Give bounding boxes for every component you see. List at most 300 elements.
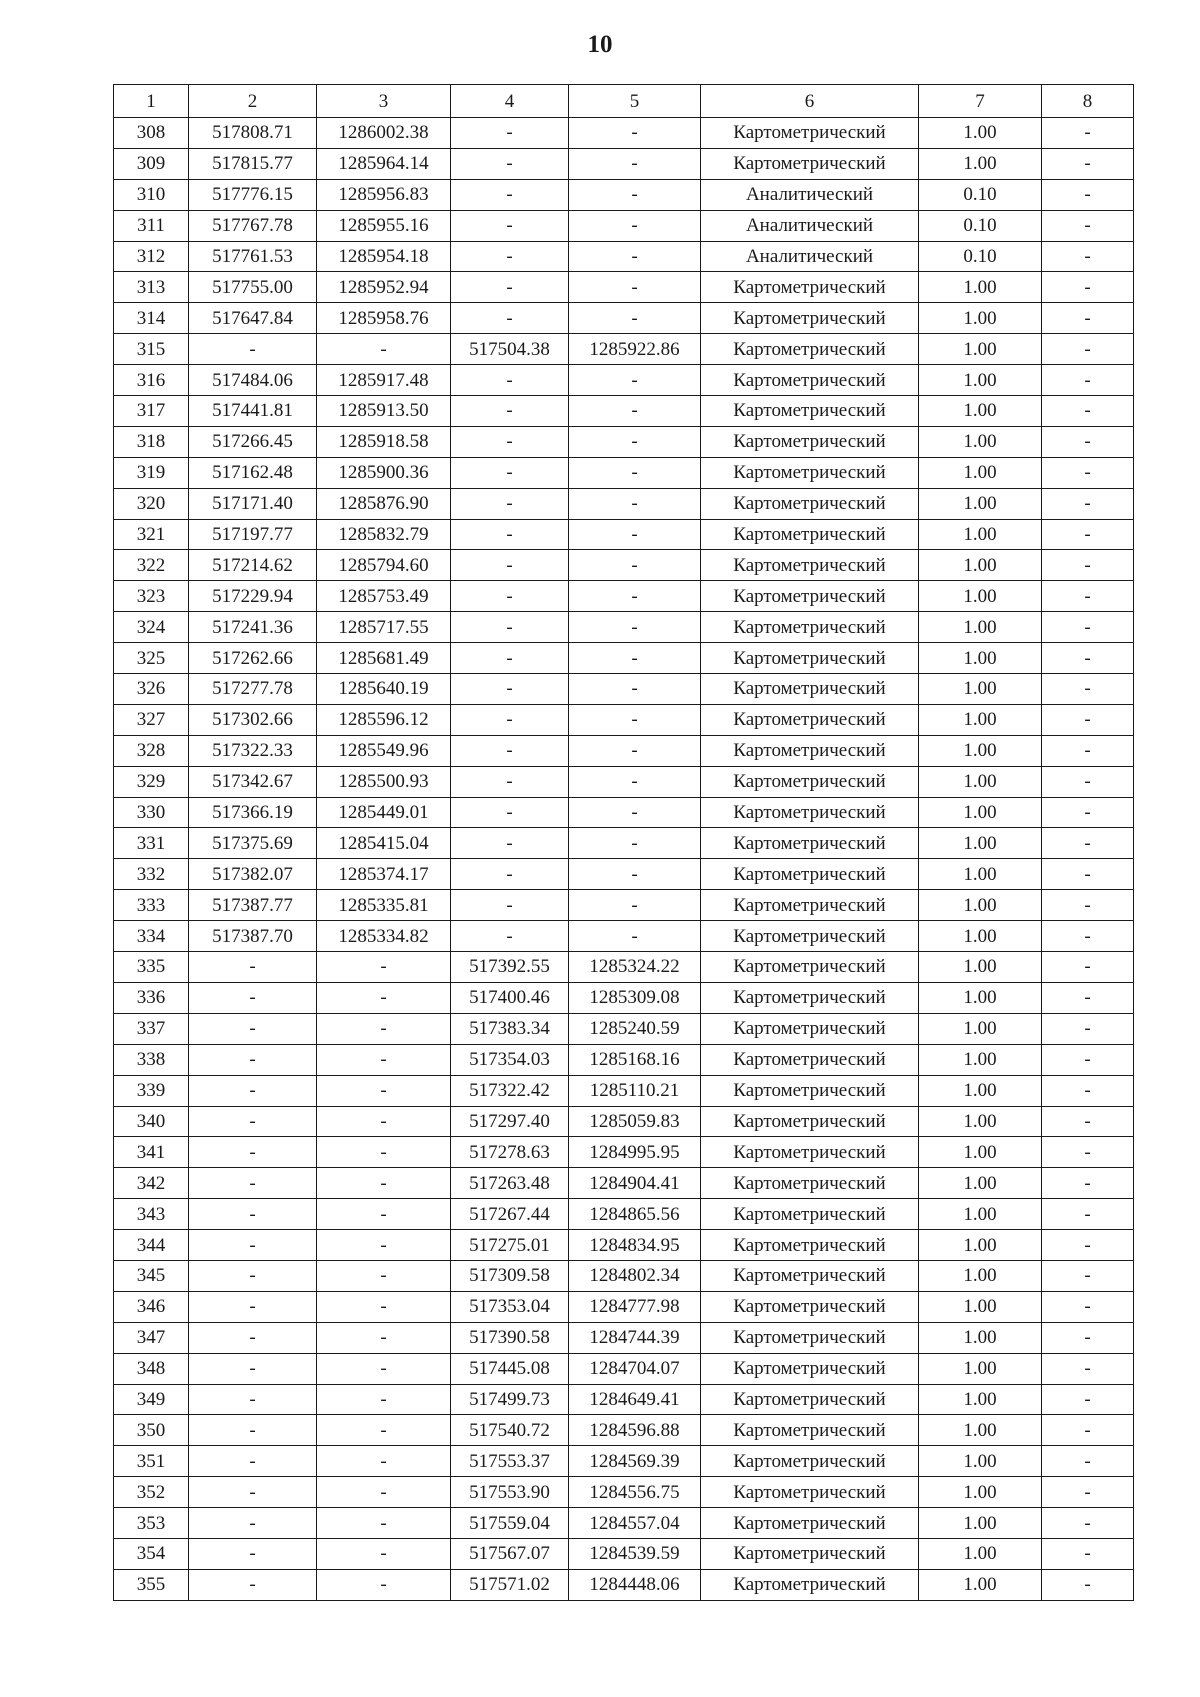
method-cell: Картометрический [701,982,919,1013]
accuracy-cell: 1.00 [919,952,1042,983]
accuracy-cell: 1.00 [919,797,1042,828]
point-number-cell: 353 [114,1508,189,1539]
table-body [114,118,1134,1601]
x-coordinate-new-cell: - [451,241,569,272]
description-cell: - [1042,1384,1134,1415]
x-coordinate-new-cell: 517400.46 [451,982,569,1013]
table-row [114,179,1134,210]
table-row [114,797,1134,828]
y-coordinate-cell: - [317,1446,451,1477]
description-cell: - [1042,550,1134,581]
description-cell: - [1042,766,1134,797]
accuracy-cell: 1.00 [919,1446,1042,1477]
accuracy-cell: 1.00 [919,1230,1042,1261]
y-coordinate-new-cell: - [569,241,701,272]
x-coordinate-cell: - [189,1230,317,1261]
accuracy-cell: 1.00 [919,1569,1042,1600]
y-coordinate-cell: 1285449.01 [317,797,451,828]
method-cell: Картометрический [701,426,919,457]
x-coordinate-new-cell: 517571.02 [451,1569,569,1600]
table-row [114,1415,1134,1446]
y-coordinate-cell: - [317,334,451,365]
table-row [114,519,1134,550]
table-row [114,828,1134,859]
description-cell: - [1042,179,1134,210]
point-number-cell: 349 [114,1384,189,1415]
x-coordinate-new-cell: - [451,643,569,674]
column-header: 6 [701,85,919,118]
y-coordinate-cell: 1286002.38 [317,118,451,149]
point-number-cell: 329 [114,766,189,797]
x-coordinate-cell: - [189,952,317,983]
description-cell: - [1042,612,1134,643]
point-number-cell: 350 [114,1415,189,1446]
x-coordinate-cell: - [189,1446,317,1477]
x-coordinate-new-cell: - [451,272,569,303]
description-cell: - [1042,921,1134,952]
y-coordinate-cell: - [317,1415,451,1446]
table-row [114,303,1134,334]
column-header: 7 [919,85,1042,118]
description-cell: - [1042,643,1134,674]
accuracy-cell: 1.00 [919,982,1042,1013]
accuracy-cell: 1.00 [919,1106,1042,1137]
y-coordinate-new-cell: 1284596.88 [569,1415,701,1446]
description-cell: - [1042,859,1134,890]
x-coordinate-new-cell: 517354.03 [451,1044,569,1075]
x-coordinate-new-cell: - [451,519,569,550]
x-coordinate-new-cell: - [451,704,569,735]
description-cell: - [1042,1508,1134,1539]
y-coordinate-new-cell: - [569,828,701,859]
description-cell: - [1042,982,1134,1013]
point-number-cell: 315 [114,334,189,365]
method-cell: Картометрический [701,1013,919,1044]
y-coordinate-cell: - [317,1508,451,1539]
description-cell: - [1042,1477,1134,1508]
table-row [114,982,1134,1013]
x-coordinate-cell: - [189,1508,317,1539]
x-coordinate-new-cell: 517322.42 [451,1075,569,1106]
description-cell: - [1042,1075,1134,1106]
x-coordinate-cell: - [189,1538,317,1569]
description-cell: - [1042,1446,1134,1477]
method-cell: Картометрический [701,1353,919,1384]
table-row [114,704,1134,735]
point-number-cell: 336 [114,982,189,1013]
point-number-cell: 320 [114,488,189,519]
accuracy-cell: 1.00 [919,457,1042,488]
column-header: 5 [569,85,701,118]
x-coordinate-new-cell: - [451,890,569,921]
point-number-cell: 323 [114,581,189,612]
y-coordinate-new-cell: 1284802.34 [569,1260,701,1291]
table-row [114,1538,1134,1569]
accuracy-cell: 1.00 [919,272,1042,303]
method-cell: Картометрический [701,859,919,890]
x-coordinate-cell: 517322.33 [189,735,317,766]
y-coordinate-new-cell: 1284995.95 [569,1137,701,1168]
method-cell: Картометрический [701,365,919,396]
method-cell: Картометрический [701,118,919,149]
y-coordinate-new-cell: - [569,272,701,303]
y-coordinate-cell: - [317,1538,451,1569]
method-cell: Картометрический [701,1260,919,1291]
accuracy-cell: 0.10 [919,241,1042,272]
y-coordinate-new-cell: - [569,735,701,766]
table-row [114,365,1134,396]
y-coordinate-new-cell: - [569,704,701,735]
accuracy-cell: 1.00 [919,704,1042,735]
page-number: 10 [587,31,613,58]
y-coordinate-new-cell: - [569,797,701,828]
method-cell: Аналитический [701,210,919,241]
description-cell: - [1042,272,1134,303]
description-cell: - [1042,674,1134,705]
method-cell: Картометрический [701,1538,919,1569]
table-row [114,1230,1134,1261]
y-coordinate-cell: 1285954.18 [317,241,451,272]
y-coordinate-cell: - [317,982,451,1013]
point-number-cell: 316 [114,365,189,396]
y-coordinate-new-cell: - [569,457,701,488]
y-coordinate-new-cell: - [569,210,701,241]
table-row [114,1291,1134,1322]
x-coordinate-cell: - [189,1291,317,1322]
x-coordinate-cell: - [189,1415,317,1446]
y-coordinate-cell: 1285832.79 [317,519,451,550]
description-cell: - [1042,210,1134,241]
description-cell: - [1042,303,1134,334]
point-number-cell: 346 [114,1291,189,1322]
table-row [114,148,1134,179]
description-cell: - [1042,365,1134,396]
method-cell: Картометрический [701,148,919,179]
x-coordinate-cell: - [189,1137,317,1168]
method-cell: Картометрический [701,643,919,674]
x-coordinate-new-cell: - [451,550,569,581]
point-number-cell: 325 [114,643,189,674]
table-row [114,1044,1134,1075]
y-coordinate-cell: 1285917.48 [317,365,451,396]
table-row [114,241,1134,272]
method-cell: Картометрический [701,1137,919,1168]
description-cell: - [1042,488,1134,519]
table-row [114,952,1134,983]
description-cell: - [1042,581,1134,612]
description-cell: - [1042,1415,1134,1446]
x-coordinate-new-cell: - [451,148,569,179]
y-coordinate-new-cell: - [569,396,701,427]
y-coordinate-cell: 1285964.14 [317,148,451,179]
point-number-cell: 324 [114,612,189,643]
accuracy-cell: 1.00 [919,396,1042,427]
table-row [114,1477,1134,1508]
column-header: 4 [451,85,569,118]
accuracy-cell: 1.00 [919,426,1042,457]
table-row [114,426,1134,457]
description-cell: - [1042,1230,1134,1261]
point-number-cell: 332 [114,859,189,890]
accuracy-cell: 1.00 [919,890,1042,921]
x-coordinate-new-cell: 517383.34 [451,1013,569,1044]
y-coordinate-new-cell: 1284539.59 [569,1538,701,1569]
method-cell: Картометрический [701,1199,919,1230]
method-cell: Картометрический [701,519,919,550]
table-row [114,612,1134,643]
y-coordinate-cell: - [317,1569,451,1600]
y-coordinate-new-cell: - [569,148,701,179]
x-coordinate-cell: 517277.78 [189,674,317,705]
x-coordinate-new-cell: - [451,921,569,952]
column-header: 8 [1042,85,1134,118]
y-coordinate-cell: 1285952.94 [317,272,451,303]
y-coordinate-cell: 1285681.49 [317,643,451,674]
y-coordinate-cell: - [317,1044,451,1075]
accuracy-cell: 1.00 [919,1168,1042,1199]
x-coordinate-cell: 517441.81 [189,396,317,427]
point-number-cell: 321 [114,519,189,550]
accuracy-cell: 1.00 [919,1353,1042,1384]
description-cell: - [1042,1538,1134,1569]
description-cell: - [1042,1106,1134,1137]
method-cell: Картометрический [701,828,919,859]
accuracy-cell: 1.00 [919,1477,1042,1508]
x-coordinate-new-cell: - [451,735,569,766]
x-coordinate-new-cell: 517504.38 [451,334,569,365]
y-coordinate-new-cell: 1284777.98 [569,1291,701,1322]
y-coordinate-new-cell: 1284557.04 [569,1508,701,1539]
x-coordinate-cell: 517776.15 [189,179,317,210]
method-cell: Картометрический [701,1384,919,1415]
y-coordinate-cell: - [317,1353,451,1384]
table-row [114,550,1134,581]
method-cell: Картометрический [701,1322,919,1353]
x-coordinate-cell: 517266.45 [189,426,317,457]
accuracy-cell: 1.00 [919,1415,1042,1446]
x-coordinate-cell: - [189,1260,317,1291]
y-coordinate-new-cell: - [569,118,701,149]
table-row [114,1199,1134,1230]
y-coordinate-new-cell: 1285324.22 [569,952,701,983]
y-coordinate-new-cell: - [569,519,701,550]
y-coordinate-cell: 1285374.17 [317,859,451,890]
y-coordinate-cell: - [317,1106,451,1137]
point-number-cell: 314 [114,303,189,334]
description-cell: - [1042,797,1134,828]
point-number-cell: 309 [114,148,189,179]
method-cell: Картометрический [701,303,919,334]
point-number-cell: 345 [114,1260,189,1291]
method-cell: Картометрический [701,797,919,828]
point-number-cell: 347 [114,1322,189,1353]
table-row [114,1168,1134,1199]
method-cell: Картометрический [701,1168,919,1199]
method-cell: Картометрический [701,674,919,705]
method-cell: Картометрический [701,1075,919,1106]
x-coordinate-new-cell: 517353.04 [451,1291,569,1322]
y-coordinate-new-cell: 1285309.08 [569,982,701,1013]
point-number-cell: 342 [114,1168,189,1199]
method-cell: Картометрический [701,1569,919,1600]
x-coordinate-cell: 517229.94 [189,581,317,612]
x-coordinate-new-cell: 517297.40 [451,1106,569,1137]
table-row [114,766,1134,797]
table-row [114,1106,1134,1137]
y-coordinate-new-cell: 1285059.83 [569,1106,701,1137]
accuracy-cell: 1.00 [919,334,1042,365]
point-number-cell: 340 [114,1106,189,1137]
y-coordinate-new-cell: 1285110.21 [569,1075,701,1106]
coordinates-table [113,84,1134,1601]
x-coordinate-cell: 517755.00 [189,272,317,303]
method-cell: Картометрический [701,735,919,766]
accuracy-cell: 1.00 [919,148,1042,179]
description-cell: - [1042,426,1134,457]
description-cell: - [1042,1569,1134,1600]
point-number-cell: 339 [114,1075,189,1106]
x-coordinate-cell: - [189,1477,317,1508]
table-row [114,859,1134,890]
x-coordinate-new-cell: 517559.04 [451,1508,569,1539]
method-cell: Картометрический [701,921,919,952]
y-coordinate-cell: - [317,1199,451,1230]
description-cell: - [1042,1168,1134,1199]
x-coordinate-new-cell: - [451,797,569,828]
y-coordinate-cell: 1285549.96 [317,735,451,766]
point-number-cell: 328 [114,735,189,766]
y-coordinate-new-cell: - [569,426,701,457]
point-number-cell: 312 [114,241,189,272]
table-row [114,1384,1134,1415]
x-coordinate-cell: 517815.77 [189,148,317,179]
point-number-cell: 331 [114,828,189,859]
x-coordinate-cell: - [189,1322,317,1353]
table-row [114,581,1134,612]
x-coordinate-new-cell: 517499.73 [451,1384,569,1415]
accuracy-cell: 1.00 [919,581,1042,612]
y-coordinate-cell: - [317,952,451,983]
table-row [114,643,1134,674]
method-cell: Картометрический [701,396,919,427]
x-coordinate-new-cell: - [451,210,569,241]
y-coordinate-cell: 1285335.81 [317,890,451,921]
y-coordinate-cell: - [317,1137,451,1168]
y-coordinate-new-cell: 1284649.41 [569,1384,701,1415]
y-coordinate-cell: 1285415.04 [317,828,451,859]
method-cell: Картометрический [701,1106,919,1137]
x-coordinate-cell: - [189,982,317,1013]
accuracy-cell: 1.00 [919,766,1042,797]
table-row [114,921,1134,952]
x-coordinate-new-cell: - [451,396,569,427]
point-number-cell: 352 [114,1477,189,1508]
accuracy-cell: 1.00 [919,612,1042,643]
x-coordinate-new-cell: - [451,859,569,890]
y-coordinate-new-cell: - [569,550,701,581]
method-cell: Картометрический [701,1446,919,1477]
x-coordinate-new-cell: - [451,118,569,149]
table-row [114,457,1134,488]
y-coordinate-cell: - [317,1322,451,1353]
table-row [114,118,1134,149]
x-coordinate-new-cell: - [451,612,569,643]
accuracy-cell: 1.00 [919,1137,1042,1168]
method-cell: Картометрический [701,1415,919,1446]
x-coordinate-cell: 517767.78 [189,210,317,241]
point-number-cell: 344 [114,1230,189,1261]
column-header: 3 [317,85,451,118]
table-row [114,1075,1134,1106]
y-coordinate-new-cell: 1284569.39 [569,1446,701,1477]
x-coordinate-new-cell: 517267.44 [451,1199,569,1230]
description-cell: - [1042,334,1134,365]
description-cell: - [1042,1044,1134,1075]
accuracy-cell: 1.00 [919,921,1042,952]
y-coordinate-new-cell: - [569,179,701,210]
x-coordinate-cell: - [189,1569,317,1600]
table-row [114,1013,1134,1044]
x-coordinate-cell: - [189,1353,317,1384]
table-row [114,1569,1134,1600]
point-number-cell: 308 [114,118,189,149]
x-coordinate-new-cell: - [451,674,569,705]
point-number-cell: 330 [114,797,189,828]
y-coordinate-new-cell: - [569,766,701,797]
point-number-cell: 318 [114,426,189,457]
description-cell: - [1042,890,1134,921]
accuracy-cell: 1.00 [919,1538,1042,1569]
x-coordinate-new-cell: 517263.48 [451,1168,569,1199]
accuracy-cell: 1.00 [919,1199,1042,1230]
y-coordinate-cell: - [317,1013,451,1044]
method-cell: Картометрический [701,581,919,612]
x-coordinate-new-cell: 517392.55 [451,952,569,983]
accuracy-cell: 1.00 [919,1384,1042,1415]
y-coordinate-new-cell: - [569,921,701,952]
x-coordinate-cell: 517171.40 [189,488,317,519]
table-row [114,735,1134,766]
point-number-cell: 322 [114,550,189,581]
x-coordinate-cell: - [189,1075,317,1106]
description-cell: - [1042,148,1134,179]
description-cell: - [1042,952,1134,983]
table-row [114,1137,1134,1168]
method-cell: Картометрический [701,890,919,921]
accuracy-cell: 1.00 [919,828,1042,859]
table-row [114,1353,1134,1384]
point-number-cell: 355 [114,1569,189,1600]
x-coordinate-new-cell: 517309.58 [451,1260,569,1291]
x-coordinate-new-cell: 517278.63 [451,1137,569,1168]
x-coordinate-new-cell: - [451,766,569,797]
description-cell: - [1042,519,1134,550]
x-coordinate-new-cell: - [451,488,569,519]
y-coordinate-new-cell: 1285240.59 [569,1013,701,1044]
header-row [114,85,1134,118]
y-coordinate-cell: 1285913.50 [317,396,451,427]
y-coordinate-new-cell: 1284744.39 [569,1322,701,1353]
description-cell: - [1042,1137,1134,1168]
x-coordinate-cell: 517214.62 [189,550,317,581]
y-coordinate-cell: 1285753.49 [317,581,451,612]
accuracy-cell: 0.10 [919,179,1042,210]
x-coordinate-cell: - [189,1106,317,1137]
y-coordinate-cell: 1285717.55 [317,612,451,643]
method-cell: Картометрический [701,1508,919,1539]
x-coordinate-new-cell: - [451,581,569,612]
method-cell: Картометрический [701,1477,919,1508]
